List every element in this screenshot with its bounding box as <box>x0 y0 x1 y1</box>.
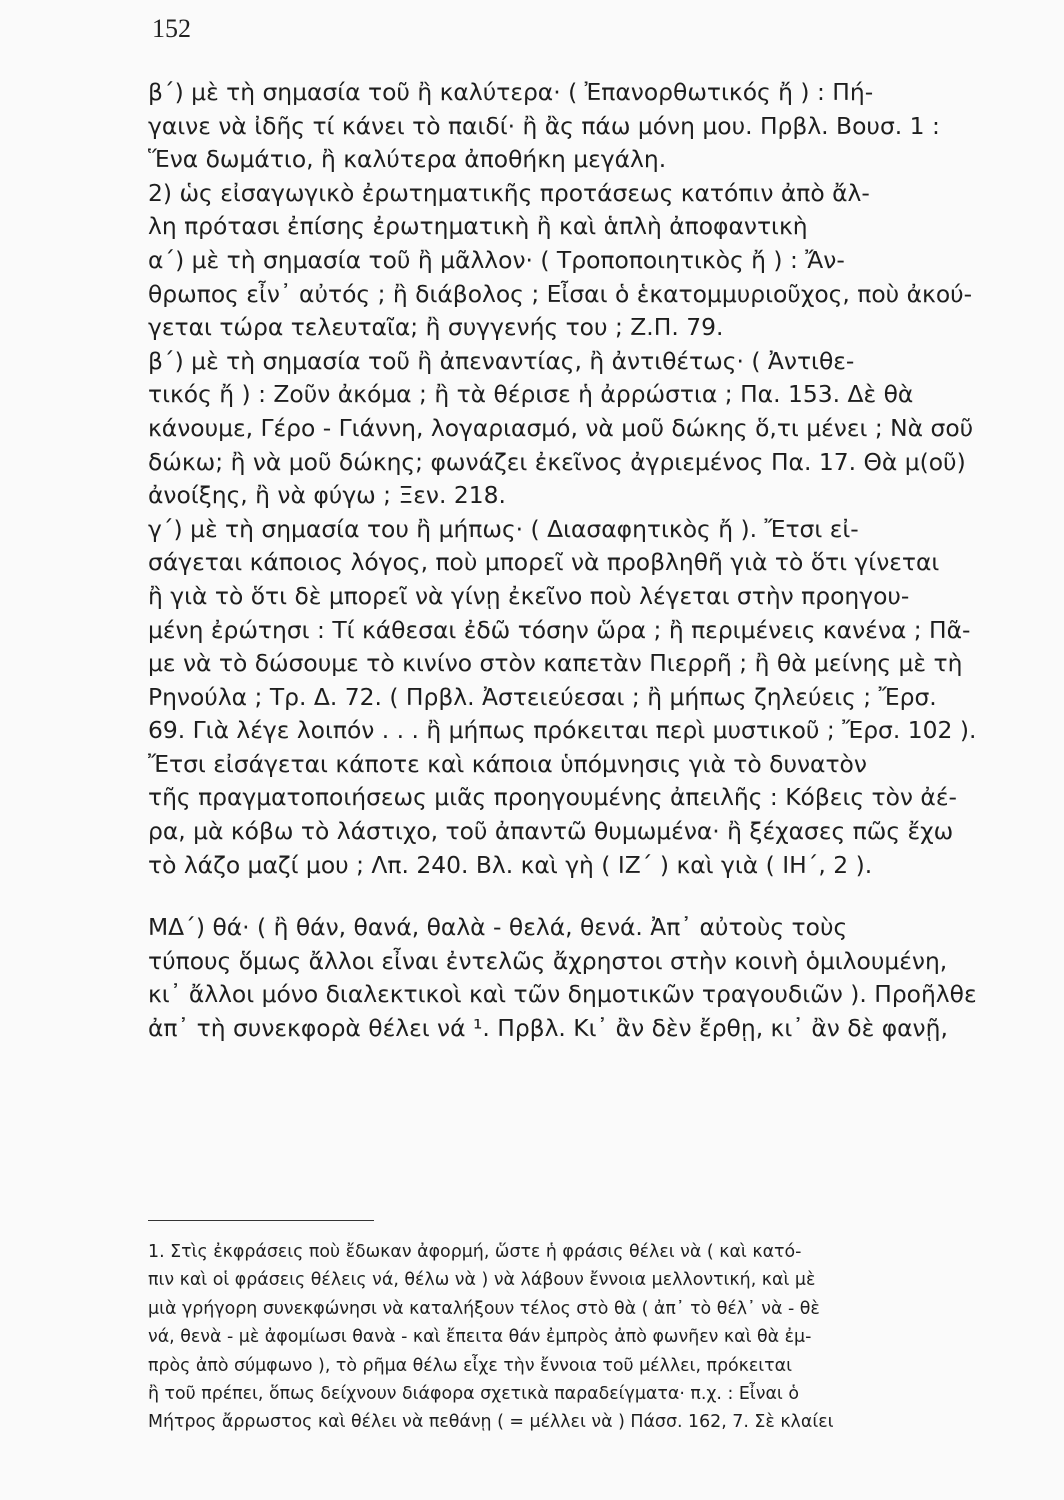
text-line: τικός ἤ ) : Ζοῦν ἀκόμα ; ἢ τὰ θέρισε ἡ ἀρρώστια ; Πα. 153. Δὲ θὰ <box>148 380 914 409</box>
text-line: τὸ λάζο μαζί μου ; Λπ. 240. Βλ. καὶ γὴ ( ΙΖ΄ ) καὶ γιὰ ( ΙΗ΄, 2 ). <box>148 850 873 879</box>
text-line: 69. Γιὰ λέγε λοιπόν . . . ἢ μήπως πρόκειται περὶ μυστικοῦ ; Ἔρσ. 102 ). <box>148 716 977 745</box>
text-line: ἀνοίξης, ἢ νὰ φύγω ; Ξεν. 218. <box>148 481 506 510</box>
footnote-line: ἢ τοῦ πρέπει, ὅπως δείχνουν διάφορα σχετικὰ παραδείγματα· π.χ. : Εἶναι ὁ <box>148 1384 799 1405</box>
text-line: β΄) μὲ τὴ σημασία τοῦ ἢ ἀπεναντίας, ἢ ἀντιθέτως· ( Ἀντιθε- <box>148 346 855 375</box>
section-gap <box>148 882 1024 911</box>
text-line: λη πρότασι ἐπίσης ἐρωτηματικὴ ἢ καὶ ἁπλὴ ἀποφαντικὴ <box>148 212 808 241</box>
main-text <box>148 76 1024 1046</box>
text-line: Ἕνα δωμάτιο, ἢ καλύτερα ἀποθήκη μεγάλη. <box>148 145 667 174</box>
text-line: γ΄) μὲ τὴ σημασία του ἢ μήπως· ( Διασαφητικὸς ἤ ). Ἔτσι εἰ- <box>148 514 859 543</box>
text-line: μένη ἐρώτησι : Τί κάθεσαι ἐδῶ τόσην ὥρα ; ἢ περιμένεις κανένα ; Πᾶ- <box>148 615 971 644</box>
text-line: Ἔτσι εἰσάγεται κάποτε καὶ κάποια ὑπόμνησις γιὰ τὸ δυνατὸν <box>148 749 867 778</box>
footnote-rule <box>148 1220 374 1221</box>
text-line: γεται τώρα τελευταῖα; ἢ συγγενής του ; Ζ.Π. 79. <box>148 313 724 342</box>
text-line: σάγεται κάποιος λόγος, ποὺ μπορεῖ νὰ προβληθῆ γιὰ τὸ ὅτι γίνεται <box>148 548 940 577</box>
text-line: κάνουμε, Γέρο - Γιάννη, λογαριασμό, νὰ μοῦ δώκης ὅ,τι μένει ; Νὰ σοῦ <box>148 413 974 442</box>
footnote-line: πιν καὶ οἱ φράσεις θέλεις νά, θέλω νὰ ) νὰ λάβουν ἔννοια μελλοντική, καὶ μὲ <box>148 1270 816 1291</box>
text-line: ἢ γιὰ τὸ ὅτι δὲ μπορεῖ νὰ γίνῃ ἐκεῖνο ποὺ λέγεται στὴν προηγου- <box>148 581 910 610</box>
text-line: ΜΔ΄) θά· ( ἢ θάν, θανά, θαλὰ - θελά, θενά. Ἀπ᾽ αὐτοὺς τοὺς <box>148 913 848 942</box>
footnote-line: πρὸς ἀπὸ σύμφωνο ), τὸ ρῆμα θέλω εἶχε τὴν ἔννοια τοῦ μέλλει, πρόκειται <box>148 1355 792 1376</box>
text-line: α΄) μὲ τὴ σημασία τοῦ ἢ μᾶλλον· ( Τροποποιητικὸς ἤ ) : Ἄν- <box>148 245 845 274</box>
footnote-line: Μήτρος ἄρρωστος καὶ θέλει νὰ πεθάνῃ ( = μέλλει νὰ ) Πάσσ. 162, 7. Σὲ κλαίει <box>148 1412 834 1433</box>
footnote-line: 1. Στὶς ἐκφράσεις ποὺ ἔδωκαν ἀφορμή, ὥστε ἡ φράσις θέλει νὰ ( καὶ κατό- <box>148 1242 802 1262</box>
text-line: τῆς πραγματοποιήσεως μιᾶς προηγουμένης ἀπειλῆς : Κόβεις τὸν ἀέ- <box>148 783 957 812</box>
footnote-line: νά, θενὰ - μὲ ἀφομίωσι θανὰ - καὶ ἔπειτα θάν ἐμπρὸς ἀπὸ φωνῆεν καὶ θὰ ἐμ- <box>148 1327 812 1348</box>
footnote-line: μιὰ γρήγορη συνεκφώνησι νὰ καταλήξουν τέλος στὸ θὰ ( ἀπ᾽ τὸ θέλ᾽ νὰ - θὲ <box>148 1298 820 1319</box>
text-line: 2) ὡς εἰσαγωγικὸ ἐρωτηματικῆς προτάσεως κατόπιν ἀπὸ ἄλ- <box>148 178 870 207</box>
footnote <box>148 1238 1024 1437</box>
text-line: Ρηνούλα ; Τρ. Δ. 72. ( Πρβλ. Ἀστειεύεσαι ; ἢ μήπως ζηλεύεις ; Ἔρσ. <box>148 682 937 711</box>
text-line: ρα, μὰ κόβω τὸ λάστιχο, τοῦ ἀπαντῶ θυμωμένα· ἢ ξέχασες πῶς ἔχω <box>148 817 954 846</box>
text-line: τύπους ὅμως ἄλλοι εἶναι ἐντελῶς ἄχρηστοι στὴν κοινὴ ὁμιλουμένη, <box>148 946 948 975</box>
text-line: δώκω; ἢ νὰ μοῦ δώκης; φωνάζει ἐκεῖνος ἀγριεμένος Πα. 17. Θὰ μ(οῦ) <box>148 447 966 476</box>
page-number: 152 <box>152 14 191 43</box>
text-line: ἀπ᾽ τὴ συνεκφορὰ θέλει νά ¹. Πρβλ. Κι᾽ ἂν δὲν ἔρθῃ, κι᾽ ἂν δὲ φανῇ, <box>148 1014 948 1043</box>
text-line: θρωπος εἶν᾽ αὐτός ; ἢ διάβολος ; Εἶσαι ὁ ἑκατομμυριοῦχος, ποὺ ἀκού- <box>148 279 973 308</box>
text-line: β΄) μὲ τὴ σημασία τοῦ ἢ καλύτερα· ( Ἐπανορθωτικός ἤ ) : Πή- <box>148 78 874 106</box>
text-line: με νὰ τὸ δώσουμε τὸ κινίνο στὸν καπετὰν Πιερρῆ ; ἢ θὰ μείνης μὲ τὴ <box>148 649 963 678</box>
text-line: γαινε νὰ ἰδῆς τί κάνει τὸ παιδί· ἢ ἂς πάω μόνη μου. Πρβλ. Βουσ. 1 : <box>148 111 940 140</box>
text-line: κι᾽ ἄλλοι μόνο διαλεκτικοὶ καὶ τῶν δημοτικῶν τραγουδιῶν ). Προῆλθε <box>148 980 977 1009</box>
